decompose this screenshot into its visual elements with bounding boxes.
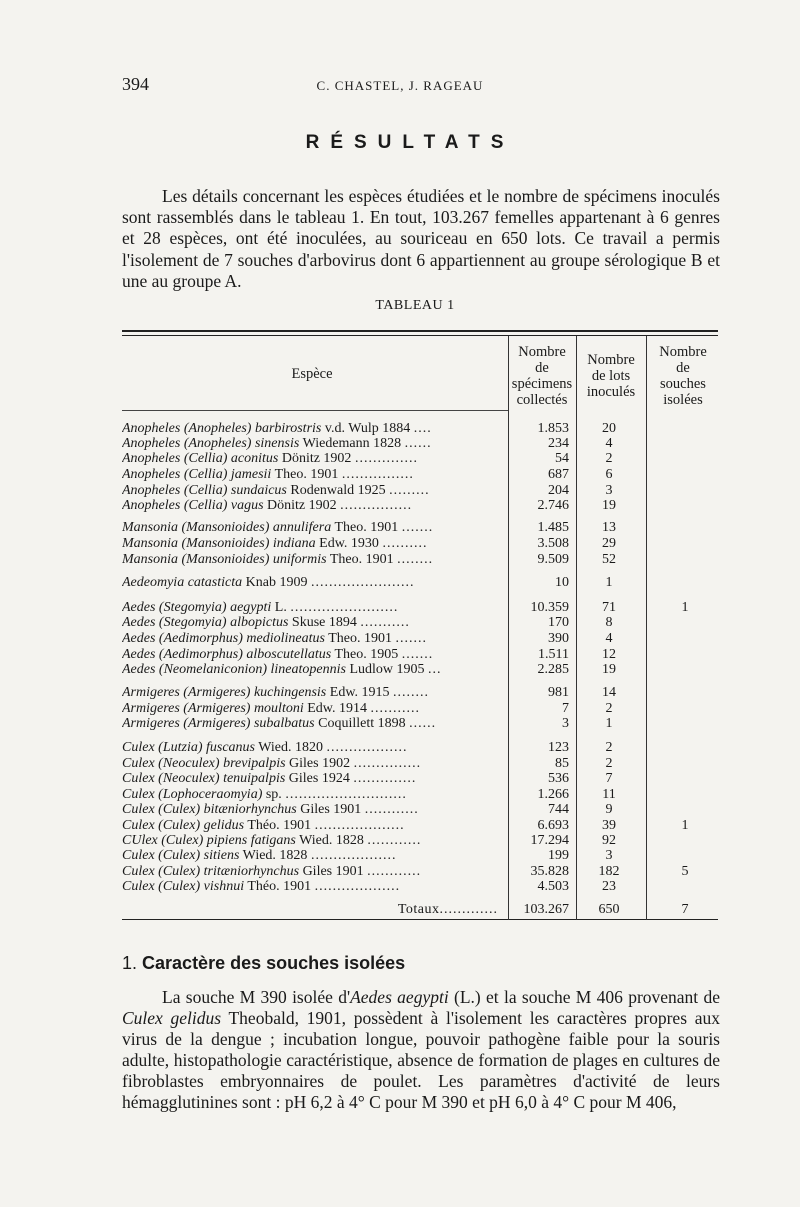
species-name: mediolineatus [246,631,325,646]
species-cell [122,833,498,849]
collected-cell: 7 [562,701,569,716]
species-name: lineatopennis [270,662,346,677]
totals-label-text: Totaux [397,902,440,917]
collected-cell: 744 [548,802,569,817]
author-name: Knab 1909 [245,575,308,590]
header-line: de [535,360,549,376]
species-cell [122,436,498,452]
lots-cell: 2 [605,740,613,755]
species-cell [122,600,498,616]
genus-name: Anopheles (Cellia) [122,483,228,498]
species-name: jamesii [230,467,272,482]
species-cell [122,818,498,834]
collected-cell: 6.693 [537,818,569,833]
lots-cell: 20 [602,421,616,436]
collected-cell: 204 [548,483,569,498]
author-name: sp. [265,787,282,802]
table-row [0,600,800,616]
species-name: tritæniorhynchus [203,864,300,879]
genus-name: Armigeres (Armigeres) [122,716,251,731]
species-cell [122,467,498,483]
genus-name: Anopheles (Anopheles) [122,436,252,451]
table-row [0,818,800,834]
species-name: brevipalpis [223,756,286,771]
header-line: de lots [591,368,631,384]
author-name: Wiedemann 1828 [302,436,402,451]
author-name: Edw. 1915 [329,685,390,700]
collected-cell: 17.294 [530,833,569,848]
header-line: inoculés [586,384,636,400]
table-row [0,647,800,663]
author-name: Théo. 1901 [247,818,312,833]
lots-cell: 3 [605,848,613,863]
genus-name: Culex (Neoculex) [122,756,220,771]
species-cell [122,701,498,717]
table-row [0,451,800,467]
genus-name: Culex (Culex) [122,802,201,817]
species-cell [122,536,498,552]
leader-dots: .................... [314,818,405,833]
author-name: Theo. 1901 [329,552,394,567]
lots-cell: 2 [605,701,613,716]
leader-dots: ........ [393,685,430,700]
leader-dots: ........................... [285,787,407,802]
author-name: Rodenwald 1925 [290,483,386,498]
leader-dots: ........... [370,701,420,716]
collected-cell: 2.285 [537,662,569,677]
section-title: RÉSULTATS [305,132,515,153]
lots-cell: 39 [602,818,616,833]
species-cell [122,771,498,787]
leader-dots: ....... [401,647,434,662]
leader-dots: ....................... [310,575,415,590]
table-row [0,615,800,631]
leader-dots: ............ [364,802,419,817]
species-name: indiana [272,536,316,551]
lots-cell: 2 [605,451,613,466]
leader-dots: ........ [397,552,434,567]
header-line: souches [660,376,706,392]
author-name: Theo. 1901 [274,467,339,482]
leader-dots: ................ [341,467,414,482]
table-row [0,833,800,849]
author-name: Théo. 1901 [247,879,312,894]
collected-cell: 1.853 [537,421,569,436]
subsection-number: 1. [122,953,138,973]
collected-cell: 234 [548,436,569,451]
genus-name: Culex (Culex) [122,879,201,894]
header-line: spécimens [511,376,573,392]
leader-dots: ....... [395,631,427,646]
genus-name: Aedes (Aedimorphus) [122,647,243,662]
table-row [0,520,800,536]
species-name: vagus [230,498,264,513]
species-name: moultoni [253,701,304,716]
lots-cell: 52 [602,552,616,567]
running-head: C. CHASTEL, J. RAGEAU [316,78,484,93]
species-name: subalbatus [253,716,315,731]
leader-dots: ............. [439,902,498,917]
genus-name: Culex (Lophoceraomyia) [122,787,263,802]
lots-cell: 11 [602,787,616,802]
isolated-cell: 5 [681,864,689,879]
leader-dots: .............. [354,451,418,466]
leader-dots: ......... [389,483,430,498]
species-cell [122,483,498,499]
totals-label [122,902,498,918]
table-row [0,483,800,499]
table-row [0,756,800,772]
species-name: Aedes aegypti [350,987,449,1007]
lots-cell: 23 [602,879,616,894]
species-name: aegypti [230,600,272,615]
leader-dots: ...... [409,716,437,731]
collected-cell: 35.828 [530,864,569,879]
body-text-part: Theobald, 1901, possèdent à l'isolement les caractères propres aux virus de la dengue ; incubation longue, pouvoir pathogène faible pour la souris adulte, histopathologie caractéristique, absence de formation de plages en cultures de fibroblastes embryonnaires de poulet. Les paramètres d'activité de leurs hémagglutinines sont : pH 6,2 à 4° C pour M 390 et pH 6,0 à 4° C pour M 406, [122,1008,720,1112]
table-row [0,536,800,552]
collected-cell: 2.746 [537,498,569,513]
genus-name: Anopheles (Anopheles) [122,421,252,436]
species-cell [122,552,498,568]
lots-cell: 12 [602,647,616,662]
collected-cell: 1.485 [537,520,569,535]
species-name: Aedeomyia catasticta [122,575,243,590]
table-row [0,848,800,864]
lots-cell: 1 [605,575,613,590]
lots-cell: 8 [605,615,613,630]
species-cell [122,647,498,663]
leader-dots: ............ [367,864,422,879]
species-cell [122,740,498,756]
author-name: Theo. 1905 [334,647,399,662]
leader-dots: ................... [310,848,397,863]
leader-dots: .............. [353,771,417,786]
genus-name: Anopheles (Cellia) [122,451,228,466]
author-name: Coquillett 1898 [318,716,406,731]
leader-dots: ....... [401,520,434,535]
intro-text: Les détails concernant les espèces étudiées et le nombre de spécimens inoculés sont rassemblés dans le tableau 1. En tout, 103.267 femelles appartenant à 6 genres et 28 espèces, ont été inoculées, au souriceau en 650 lots. Ce travail a permis l'isolement de 7 souches d'arbovirus dont 6 appartiennent au groupe sérologique B et une au groupe A. [122,186,720,291]
totals-lots: 650 [598,902,620,917]
genus-name: Mansonia (Mansonioides) [122,552,270,567]
genus-name: Culex (Culex) [122,818,201,833]
collected-cell: 54 [555,451,569,466]
collected-cell: 9.509 [537,552,569,567]
leader-dots: .......... [382,536,428,551]
species-name: fuscanus [206,740,255,755]
lots-cell: 19 [602,662,616,677]
species-name: pipiens fatigans [206,833,296,848]
species-name: kuchingensis [253,685,327,700]
genus-name: Armigeres (Armigeres) [122,701,251,716]
table-row [0,662,800,678]
leader-dots: ............... [353,756,422,771]
collected-cell: 1.266 [537,787,569,802]
species-cell [122,787,498,803]
species-cell [122,575,498,591]
species-name: tenuipalpis [223,771,286,786]
header-line: Nombre [518,344,566,360]
genus-name: CUlex (Culex) [122,833,204,848]
genus-name: Mansonia (Mansonioides) [122,520,270,535]
author-name: Giles 1901 [300,802,362,817]
species-name: barbirostris [254,421,322,436]
lots-cell: 29 [602,536,616,551]
species-name: gelidus [203,818,245,833]
leader-dots: .................. [326,740,408,755]
lots-cell: 6 [605,467,613,482]
lots-cell: 9 [605,802,613,817]
genus-name: Aedes (Stegomyia) [122,600,227,615]
leader-dots: ........... [360,615,410,630]
author-name: Ludlow 1905 [349,662,425,677]
lots-cell: 71 [602,600,616,615]
author-name: Edw. 1914 [307,701,367,716]
collected-cell: 3 [562,716,569,731]
collected-cell: 10 [555,575,569,590]
genus-name: Aedes (Neomelaniconion) [122,662,268,677]
leader-dots: .... [413,421,432,436]
collected-cell: 536 [548,771,569,786]
species-name: sinensis [254,436,300,451]
leader-dots: ................ [340,498,413,513]
genus-name: Anopheles (Cellia) [122,467,228,482]
species-cell [122,662,498,678]
species-cell [122,498,498,514]
header-line: isolées [663,392,703,408]
species-name: albopictus [230,615,289,630]
author-name: Wied. 1828 [299,833,364,848]
author-name: Wied. 1820 [258,740,324,755]
species-cell [122,802,498,818]
author-name: Giles 1924 [288,771,350,786]
table-row [0,879,800,895]
lots-cell: 13 [602,520,616,535]
table-row [0,552,800,568]
genus-name: Armigeres (Armigeres) [122,685,251,700]
genus-name: Culex (Neoculex) [122,771,220,786]
table-row [0,864,800,880]
species-cell [122,631,498,647]
leader-dots: ........................ [290,600,399,615]
isolated-cell: 1 [681,600,689,615]
species-name: annulifera [272,520,332,535]
author-name: Skuse 1894 [291,615,357,630]
genus-name: Aedes (Aedimorphus) [122,631,243,646]
species-name: Culex gelidus [122,1008,222,1028]
lots-cell: 4 [605,436,613,451]
header-line: Nombre [659,344,707,360]
collected-cell: 3.508 [537,536,569,551]
lots-cell: 92 [602,833,616,848]
species-cell [122,864,498,880]
table-row [0,716,800,732]
species-cell [122,421,498,437]
species-name: vishnui [203,879,245,894]
species-cell [122,615,498,631]
species-name: uniformis [272,552,327,567]
collected-cell: 10.359 [530,600,569,615]
table-caption: TABLEAU 1 [375,298,455,313]
table-row [0,802,800,818]
genus-name: Culex (Culex) [122,864,201,879]
author-name: Wied. 1828 [242,848,308,863]
species-cell [122,756,498,772]
lots-cell: 19 [602,498,616,513]
collected-cell: 123 [548,740,569,755]
isolated-cell: 1 [681,818,689,833]
species-cell [122,848,498,864]
leader-dots: ...... [404,436,432,451]
author-name: Giles 1902 [289,756,351,771]
lots-cell: 2 [605,756,613,771]
table-row [0,421,800,437]
species-name: sitiens [203,848,240,863]
leader-dots: ................... [314,879,401,894]
lots-cell: 14 [602,685,616,700]
leader-dots: ............ [367,833,422,848]
table-row [0,771,800,787]
collected-cell: 199 [548,848,569,863]
header-line: Nombre [587,352,635,368]
genus-name: Mansonia (Mansonioides) [122,536,270,551]
subsection-heading [122,953,405,974]
totals-collected: 103.267 [523,902,569,917]
body-text-part: (L.) et la souche M 406 provenant de [448,987,720,1007]
genus-name: Culex (Lutzia) [122,740,203,755]
totals-row [0,902,800,918]
species-cell [122,520,498,536]
lots-cell: 182 [598,864,620,879]
species-name: alboscutellatus [246,647,332,662]
species-cell [122,716,498,732]
header-line: de [676,360,690,376]
table-row [0,436,800,452]
table-row [0,467,800,483]
leader-dots: ... [428,662,442,677]
species-cell [122,451,498,467]
lots-cell: 4 [605,631,613,646]
lots-cell: 3 [605,483,613,498]
lots-cell: 1 [605,716,613,731]
species-name: aconitus [230,451,279,466]
body-paragraph [122,987,720,1113]
page-number: 394 [122,74,149,94]
table-row [0,631,800,647]
collected-cell: 1.511 [538,647,569,662]
author-name: v.d. Wulp 1884 [324,421,411,436]
table-row [0,575,800,591]
species-name: bitæniorhynchus [203,802,297,817]
table-row [0,685,800,701]
collected-cell: 170 [548,615,569,630]
species-cell [122,879,498,895]
body-text [122,987,720,1113]
subsection-title: Caractère des souches isolées [142,953,406,973]
author-name: Edw. 1930 [319,536,379,551]
author-name: Giles 1901 [302,864,364,879]
lots-cell: 7 [605,771,613,786]
table-row [0,787,800,803]
genus-name: Anopheles (Cellia) [122,498,228,513]
collected-cell: 4.503 [537,879,569,894]
genus-name: Culex (Culex) [122,848,201,863]
species-cell [122,685,498,701]
species-name: sundaicus [230,483,287,498]
collected-cell: 85 [555,756,569,771]
author-name: Dönitz 1902 [267,498,337,513]
collected-cell: 981 [548,685,569,700]
table-row [0,498,800,514]
collected-cell: 687 [548,467,569,482]
author-name: Theo. 1901 [334,520,399,535]
author-name: L. [274,600,287,615]
author-name: Dönitz 1902 [281,451,352,466]
header-line: collectés [516,392,568,408]
table-row [0,740,800,756]
totals-isolated: 7 [681,902,689,917]
author-name: Theo. 1901 [328,631,392,646]
genus-name: Aedes (Stegomyia) [122,615,227,630]
column-header-species: Espèce [291,366,333,382]
collected-cell: 390 [548,631,569,646]
body-text-part: La souche M 390 isolée d' [162,987,351,1007]
table-row [0,701,800,717]
